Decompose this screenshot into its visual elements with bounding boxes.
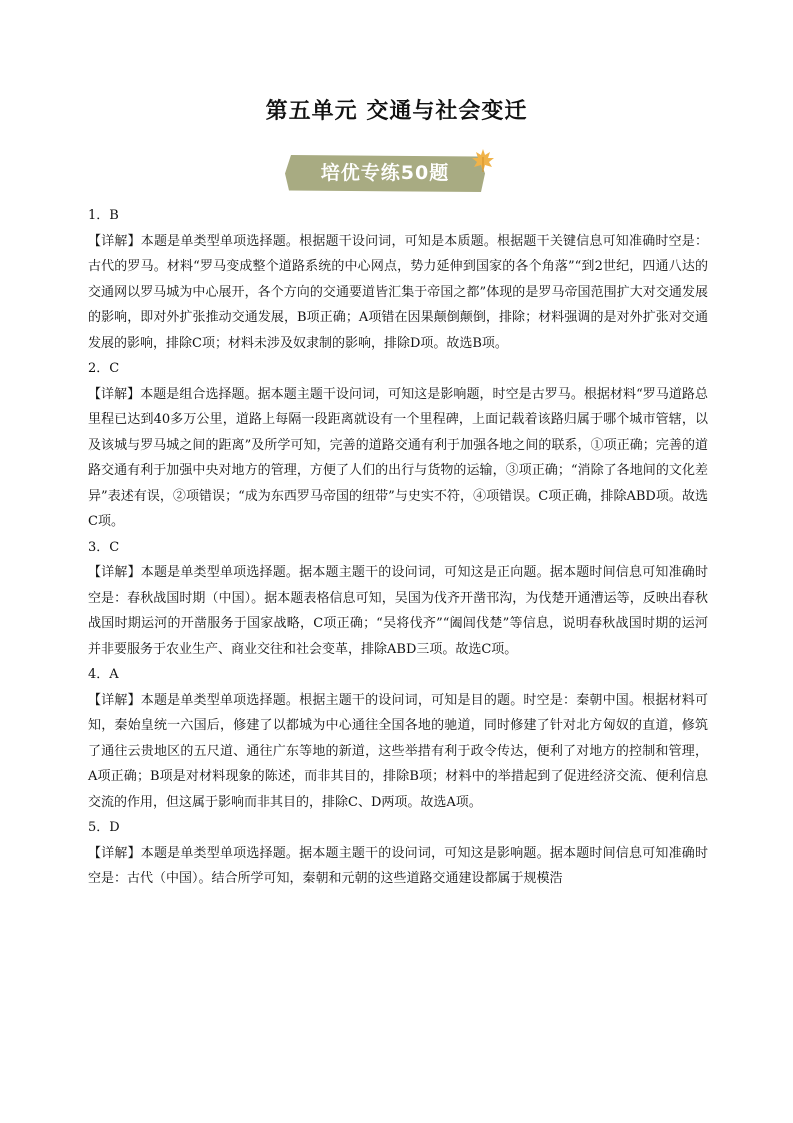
question-item-1 [88, 203, 708, 356]
question-explanation [88, 841, 708, 892]
detail-tag: 【详解】 [88, 692, 141, 708]
question-explanation [88, 382, 708, 535]
explanation-text: 本题是单类型单项选择题。据本题主题干的设问词，可知这是正向题。据本题时间信息可知准确时空是：春秋战国时期（中国）。据本题表格信息可知，吴国为伐齐开凿邗沟，为伐楚开通漕运等，反映出春秋战国时期运河的开凿服务于国家战略，C项正确；“吴将伐齐”“阖闾伐楚”等信息，说明春秋战国时期的运河并非要服务于农业生产、商业交往和社会变革，排除ABD三项。故选C项。 [88, 565, 708, 657]
question-explanation [88, 560, 708, 662]
question-explanation [88, 688, 708, 816]
question-number: 5．D [88, 820, 120, 835]
detail-tag: 【详解】 [88, 386, 141, 402]
section-banner [285, 153, 495, 193]
question-item-2 [88, 356, 708, 535]
explanation-text: 本题是组合选择题。据本题主题干设问词，可知这是影响题，时空是古罗马。根据材料“罗马道路总里程已达到40多万公里，道路上每隔一段距离就设有一个里程碑，上面记载着该路归属于哪个城市管辖，以及该城与罗马城之间的距离”及所学可知，完善的道路交通有利于加强各地之间的联系，①项正确；完善的道路交通有利于加强中央对地方的管理，方便了人们的出行与货物的运输，③项正确；“消除了各地间的文化差异”表述有误，②项错误；“成为东西罗马帝国的纽带”与史实不符，④项错误。C项正确，排除ABD项。故选C项。 [88, 386, 708, 529]
explanation-text: 本题是单类型单项选择题。根据题干设问词，可知是本质题。根据题干关键信息可知准确时空是：古代的罗马。材料“罗马变成整个道路系统的中心网点，势力延伸到国家的各个角落”“到2世纪，四通八达的交通网以罗马城为中心展开，各个方向的交通要道皆汇集于帝国之都”体现的是罗马帝国范围扩大对交通发展的影响，即对外扩张推动交通发展，B项正确；A项错在因果颠倒颠倒，排除；材料强调的是对外扩张对交通发展的影响，排除C项；材料未涉及奴隶制的影响，排除D项。故选B项。 [88, 233, 708, 351]
question-item-3 [88, 535, 708, 663]
maple-leaf-icon [470, 147, 496, 173]
answer-list [88, 203, 708, 892]
question-number: 3．C [88, 539, 120, 555]
question-item-5 [88, 815, 708, 892]
explanation-text: 本题是单类型单项选择题。据本题主题干的设问词，可知这是影响题。据本题时间信息可知准确时空是：古代（中国）。结合所学可知，秦朝和元朝的这些道路交通建设都属于规模浩 [88, 845, 708, 886]
detail-tag: 【详解】 [88, 565, 141, 580]
question-number: 1．B [88, 208, 119, 223]
question-item-4 [88, 662, 708, 815]
explanation-text: 本题是单类型单项选择题。根据主题干的设问词，可知是目的题。时空是：秦朝中国。根据材料可知，秦始皇统一六国后，修建了以都城为中心通往全国各地的驰道，同时修建了针对北方匈奴的直道，修筑了通往云贵地区的五尺道、通往广东等地的新道，这些举措有利于政令传达，便利了对地方的控制和管理，A项正确；B项是对材料现象的陈述，而非其目的，排除B项；材料中的举措起到了促进经济交流、便利信息交流的作用，但这属于影响而非其目的，排除C、D两项。故选A项。 [88, 692, 708, 810]
page-title: 第五单元 交通与社会变迁 [265, 99, 528, 124]
question-explanation [88, 229, 708, 357]
question-number: 4．A [88, 667, 119, 682]
banner-label: 培优专练50题 [320, 162, 450, 184]
detail-tag: 【详解】 [88, 233, 141, 249]
detail-tag: 【详解】 [88, 845, 141, 861]
question-number: 2．C [88, 361, 120, 376]
